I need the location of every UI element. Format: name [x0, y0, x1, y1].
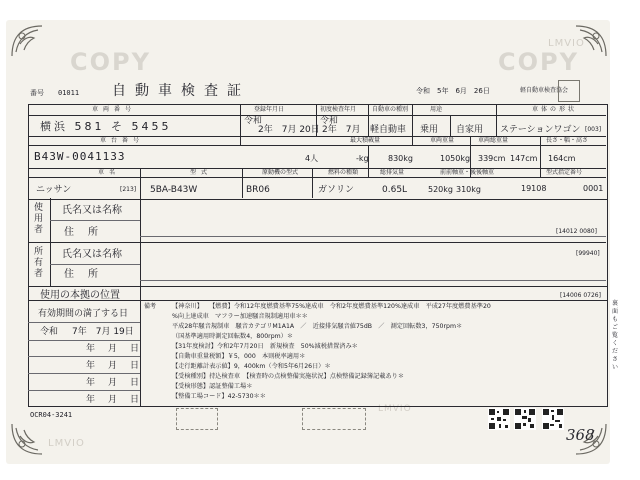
col-divider — [540, 136, 541, 177]
fuel-type: ガソリン — [318, 185, 355, 195]
category-number: 0001 — [583, 184, 604, 193]
col-divider — [312, 168, 313, 198]
col-divider — [368, 145, 369, 177]
official-seal-box — [558, 80, 580, 102]
blank-date-3: 年 月 日 — [86, 378, 142, 388]
maker-code: [213] — [120, 186, 137, 193]
remarks-line: （国基準適用時測定回転数4，800rpm）＊ — [172, 333, 294, 340]
chassis-number: B43W-0041133 — [34, 150, 126, 163]
row-divider — [28, 115, 606, 116]
qr-code-icon — [488, 408, 510, 430]
remarks-line: 平成28年騒音規制車 騒音カテゴリM1A1A ／ 近接排気騒音値75dB ／ 測定回転数3，750rpm＊ — [172, 323, 463, 330]
issuer-stamp-text: 軽自動車検査協会 — [520, 87, 569, 94]
reg-date-label: 登録年月日 — [254, 106, 285, 113]
blank-date-4: 年 月 日 — [86, 395, 142, 405]
gross-weight-label: 車両総重量 — [478, 137, 509, 144]
issue-date: 令和 5年 6月 26日 — [416, 87, 490, 95]
user-name-label: 氏名又は名称 — [62, 205, 122, 216]
capacity-label: 最大積載量 — [350, 137, 381, 144]
col-divider — [496, 104, 497, 136]
copy-watermark: COPY — [498, 48, 579, 76]
remarks-label: 備考 — [144, 303, 157, 310]
location-label: 使用の本拠の位置 — [40, 290, 120, 301]
remarks-line: 【自動車重量税額】￥5，000 本則税率適用＊ — [172, 353, 306, 360]
axle-weight-label: 前前軸重・後後軸重 — [440, 169, 495, 176]
owner-label: 所有者 — [34, 247, 44, 279]
owner-address-code: [99940] — [576, 250, 600, 257]
blank-date-2: 年 月 日 — [86, 361, 142, 371]
reg-date: 2年 7月 20日 — [258, 125, 320, 135]
plate-number: 横浜 581 そ 5455 — [40, 120, 172, 133]
qr-code-icon — [542, 408, 564, 430]
document-title: 自動車検査証 — [112, 83, 250, 99]
row-divider — [50, 264, 140, 265]
engine-model: BR06 — [246, 185, 270, 195]
owner-name-label: 氏名又は名称 — [62, 249, 122, 260]
col-divider — [240, 104, 241, 145]
serial-number-value: 01011 — [58, 89, 80, 97]
row-divider — [28, 373, 140, 374]
row-divider — [28, 322, 140, 323]
maker-label: 車名 — [98, 169, 121, 176]
weight-label: 車両重量 — [430, 137, 455, 144]
col-divider — [368, 104, 369, 136]
brand-watermark: LMVIO — [548, 38, 585, 49]
row-divider — [28, 340, 140, 341]
remarks-line: 【31年度検討】令和2年7月20日 新規検査 50%減税措置済み＊ — [172, 343, 358, 350]
remarks-line: 【神奈川】 【燃費】令和12年度燃費基準75%達成車 令和2年度燃費基準120%達成車 平成27年度燃費基準20 — [172, 303, 491, 310]
capacity: 4人 — [305, 154, 319, 163]
row-divider — [28, 242, 606, 243]
qr-code-icon — [514, 408, 536, 430]
brand-watermark: LMVIO — [48, 438, 85, 449]
length: 339cm — [478, 154, 506, 163]
owner-address-label: 住所 — [64, 269, 112, 280]
corner-ornament-icon — [10, 422, 44, 456]
expiry-label: 有効期間の満了する日 — [38, 309, 129, 319]
row-divider — [28, 356, 140, 357]
blank-date-1: 年 月 日 — [86, 344, 142, 354]
row-divider — [140, 236, 606, 237]
col-divider — [412, 104, 413, 136]
remarks-line: 【受検形態】認証整備工場＊ — [172, 383, 253, 390]
remarks-line: 【整備工場コード】42-5730＊＊ — [172, 393, 266, 400]
height: 164cm — [548, 154, 576, 163]
user-label: 使用者 — [34, 203, 44, 235]
body-shape: ステーションワゴン — [500, 125, 581, 135]
col-divider — [140, 168, 141, 198]
col-divider — [140, 286, 141, 301]
row-divider — [50, 220, 140, 221]
row-divider — [28, 390, 140, 391]
displacement-label: 総排気量 — [380, 169, 405, 176]
brand-watermark: LMVIO — [378, 404, 412, 414]
location-code: [14006 0726] — [560, 292, 601, 299]
handwritten-number: 368 — [566, 426, 595, 444]
row-divider — [28, 177, 606, 178]
side-notice: 裏面もご覧ください — [612, 300, 619, 371]
usage-private: 自家用 — [456, 125, 484, 135]
vehicle-weight: 830kg — [388, 154, 413, 163]
form-number: OCR04-3241 — [30, 411, 73, 419]
user-address-label: 住所 — [64, 227, 112, 238]
copy-watermark: COPY — [70, 48, 151, 76]
first-reg-label: 初度検査年月 — [320, 106, 357, 113]
remarks-line: 【受検種別】持込検査車 【検査時の点検整備実施状況】点検整備記録簿記載あり＊ — [172, 373, 405, 380]
front-axle-weight: 520kg — [428, 185, 453, 194]
model-designation-label: 型式指定番号 — [546, 169, 583, 176]
engine-model-label: 原動機の型式 — [262, 169, 299, 176]
model-code: 5BA-B43W — [150, 185, 198, 195]
row-divider — [140, 280, 606, 281]
fuel-label: 燃料の種類 — [328, 169, 359, 176]
body-shape-label: 車体の形状 — [532, 106, 578, 113]
user-address-code: [14012 0080] — [556, 228, 597, 235]
width: 147cm — [510, 154, 538, 163]
model-label: 型式 — [190, 169, 213, 176]
usage-passenger: 乗用 — [420, 125, 439, 135]
stamp-area — [176, 408, 218, 430]
max-load: -kg — [356, 154, 369, 163]
body-shape-code: [003] — [585, 126, 602, 133]
expiry-date: 7年 7月 19日 — [72, 327, 134, 337]
col-divider — [450, 115, 451, 136]
gross-weight: 1050kg — [440, 154, 471, 163]
plate-label: 車両番号 — [92, 106, 137, 113]
vehicle-kind-label: 自動車の種別 — [372, 106, 409, 113]
row-divider — [28, 145, 606, 146]
displacement: 0.65L — [382, 185, 408, 195]
rear-axle-weight: 310kg — [456, 185, 481, 194]
first-reg-era: 令和 — [320, 116, 339, 126]
dimensions-label: 長さ・幅・高さ — [546, 137, 589, 144]
designation-number: 19108 — [521, 184, 547, 193]
col-divider — [242, 168, 243, 198]
usage-label: 用途 — [430, 106, 443, 113]
stamp-area — [302, 408, 366, 430]
chassis-label: 車台番号 — [100, 137, 145, 144]
reg-era: 令和 — [244, 116, 263, 126]
expiry-era: 令和 — [40, 327, 59, 337]
maker: ニッサン — [36, 185, 72, 195]
remarks-line: %向上達成車 マフラー加速騒音規制適用車＊＊ — [172, 313, 308, 320]
first-reg-date: 2年 7月 — [322, 125, 361, 135]
vehicle-kind: 軽自動車 — [370, 125, 407, 135]
serial-number-label: 番号 — [30, 89, 44, 97]
col-divider — [412, 136, 413, 145]
corner-ornament-icon — [10, 24, 44, 58]
remarks-line: 【走行距離計表示値】9，400km（令和5年6月26日）＊ — [172, 363, 331, 370]
